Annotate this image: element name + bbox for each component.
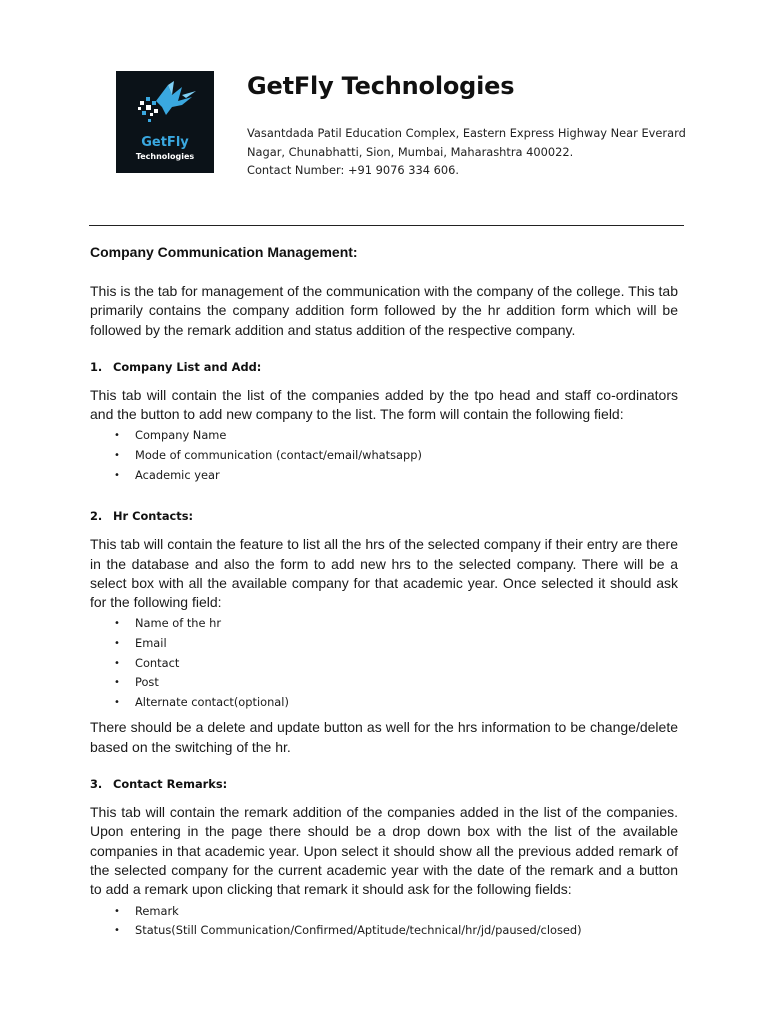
section-heading-text: Hr Contacts: [113,509,194,524]
list-item-text: Email [135,636,167,651]
section-2-text: This tab will contain the feature to list all the hrs of the selected company if their entry are there in the database and also the form to add new hrs to the selected company. There will be a select box with all the available company for that academic year. Once selected it should ask for the following field: [90,536,678,611]
section-2-heading [90,509,678,523]
section-3-bullets [90,902,678,941]
hummingbird-icon [116,71,214,141]
document-title: Company Communication Management: [90,244,358,260]
section-3-text: This tab will contain the remark addition of the companies added in the list of the companies. Upon entering in the page there should be a drop down box with the list of the available companies in that academic year. Upon select it should show all the previous added remark of the selected company for the current academic year with the date of the remark and a button to add a remark upon clicking that remark it should ask for the following fields: [90,804,678,898]
bullet-icon: • [114,469,120,481]
bullet-icon: • [114,905,120,917]
section-2-after-text: There should be a delete and update button as well for the hrs information to be change/delete based on the switching of the hr. [90,719,678,755]
bullet-icon: • [114,925,120,937]
section-heading-text: Company List and Add: [113,359,262,374]
section-2-bullets [90,614,678,712]
list-item [90,446,678,466]
section-1-bullets [90,426,678,485]
list-item-text: Name of the hr [135,616,222,631]
section-number: 1. [90,359,103,374]
list-item [90,426,678,446]
header-divider [89,225,684,226]
list-item-text: Contact [135,655,180,670]
bullet-icon: • [114,618,120,630]
company-address [247,124,687,180]
list-item [90,921,678,941]
bullet-icon: • [114,638,120,650]
list-item [90,634,678,654]
section-1-text: This tab will contain the list of the companies added by the tpo head and staff co-ordinators and the button to add new company to the list. The form will contain the following field: [90,386,678,423]
list-item-text: Company Name [135,428,227,443]
bullet-icon: • [114,430,120,442]
list-item-text: Mode of communication (contact/email/whatsapp) [135,448,422,463]
list-item [90,466,678,486]
list-item [90,693,678,713]
section-number: 3. [90,777,103,792]
bullet-icon: • [114,450,120,462]
logo-brand-text: GetFly [141,135,189,150]
bullet-icon: • [114,696,120,708]
company-name: GetFly Technologies [247,72,515,100]
list-item [90,654,678,674]
document-body [90,244,678,941]
list-item [90,614,678,634]
list-item-text: Status(Still Communication/Confirmed/Aptitude/technical/hr/jd/paused/closed) [135,923,582,938]
list-item-text: Remark [135,903,179,918]
list-item [90,673,678,693]
address-line-1: Vasantdada Patil Education Complex, Eastern Express Highway Near Everard [247,126,686,140]
contact-number: Contact Number: +91 9076 334 606. [247,163,459,177]
section-1-heading [90,360,678,374]
list-item-text: Post [135,675,159,690]
company-logo [116,71,214,173]
section-heading-text: Contact Remarks: [113,777,228,792]
section-number: 2. [90,509,103,524]
list-item-text: Academic year [135,467,220,482]
intro-paragraph: This is the tab for management of the communication with the company of the college. This tab primarily contains the company addition form followed by the hr addition form which will be followed by the remark addition and status addition of the respective company. [90,283,678,338]
list-item [90,902,678,922]
logo-sub-text: Technologies [135,152,195,161]
section-3-heading [90,777,678,791]
list-item-text: Alternate contact(optional) [135,694,289,709]
bullet-icon: • [114,677,120,689]
bullet-icon: • [114,657,120,669]
address-line-2: Nagar, Chunabhatti, Sion, Mumbai, Maharashtra 400022. [247,144,574,159]
